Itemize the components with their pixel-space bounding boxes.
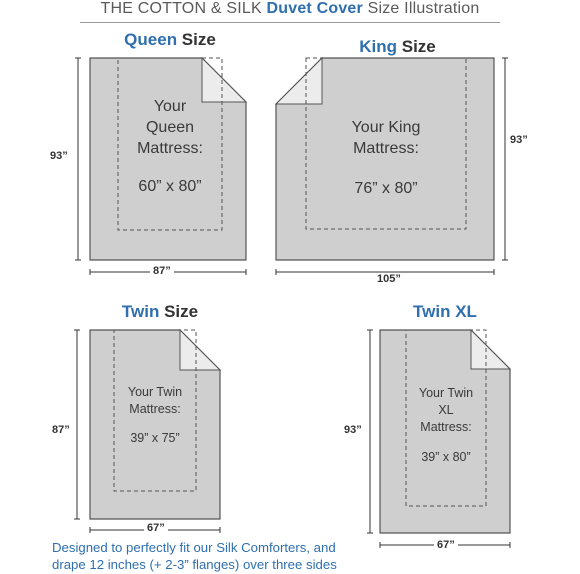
twin-width-label: 67” (144, 522, 168, 534)
twinxl-mattress-line-1: Your Twin (418, 386, 474, 400)
twin-header (100, 302, 220, 322)
king-mattress-size: 76” x 80” (354, 180, 418, 197)
twin-mattress-line-2: Mattress: (129, 402, 181, 416)
twinxl-mattress-line-3: Mattress: (420, 420, 472, 434)
king-illustration (276, 58, 508, 275)
twin-mattress-size: 39” x 75” (130, 431, 180, 445)
twin-height-label: 87” (52, 424, 70, 436)
king-width-label: 105” (374, 273, 404, 285)
king-mattress-line-1: Your King (351, 119, 421, 136)
queen-header-accent: Queen (124, 30, 178, 49)
twin-mattress-label (114, 384, 196, 418)
queen-mattress-line-3: Mattress: (137, 140, 203, 157)
king-header (330, 37, 465, 57)
king-header-rest: Size (397, 37, 436, 56)
king-header-accent: King (359, 37, 398, 56)
queen-illustration (75, 58, 246, 275)
queen-mattress-line-2: Queen (145, 119, 195, 136)
twinxl-header (385, 302, 505, 322)
twinxl-height-label: 93” (344, 424, 362, 436)
queen-mattress-label (118, 96, 222, 159)
queen-header-rest: Size (177, 30, 216, 49)
king-mattress-label (306, 117, 466, 159)
queen-header (95, 30, 245, 50)
queen-width-label: 87” (150, 265, 174, 277)
twin-header-accent: Twin (121, 302, 160, 321)
twinxl-header-accent: Twin XL (413, 302, 477, 321)
queen-mattress-line-1: Your (153, 98, 187, 115)
title-suffix: Size Illustration (362, 0, 480, 17)
title-prefix: THE COTTON & SILK (100, 0, 267, 17)
twin-mattress-line-1: Your Twin (127, 385, 183, 399)
twinxl-mattress-line-2: XL (438, 403, 454, 417)
title-highlight: Duvet Cover (266, 0, 363, 17)
queen-height-label: 93” (50, 150, 68, 162)
twinxl-fold (471, 330, 510, 369)
king-mattress-line-2: Mattress: (353, 140, 419, 157)
queen-mattress-size: 60” x 80” (138, 178, 202, 195)
twin-header-rest: Size (159, 302, 199, 321)
footer-line-1: Designed to perfectly fit our Silk Comforters, and (52, 540, 336, 555)
king-fold (276, 58, 322, 104)
twin-fold (180, 330, 220, 370)
king-height-label: 93” (510, 134, 528, 146)
twinxl-width-label: 67” (434, 539, 458, 551)
twinxl-mattress-size: 39” x 80” (421, 450, 471, 464)
footer-line-2: drape 12 inches (+ 2-3” flanges) over three sides (52, 557, 337, 572)
twinxl-mattress-label (406, 385, 486, 436)
twinxl-illustration (367, 330, 510, 548)
footer-note (52, 539, 382, 573)
